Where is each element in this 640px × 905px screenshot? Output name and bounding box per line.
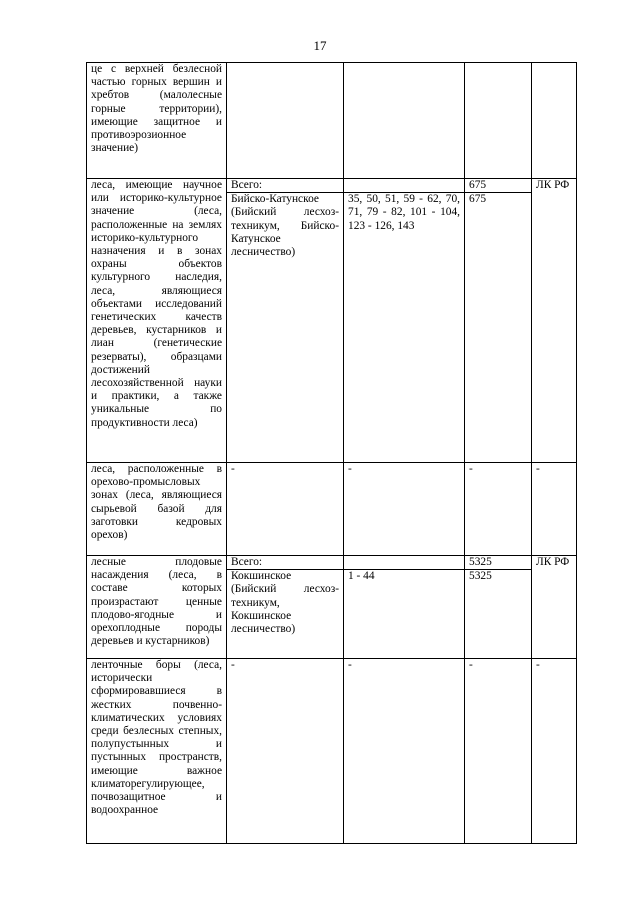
basis-cell: ЛК РФ xyxy=(532,179,577,463)
forest-category-cell: леса, расположенные в орехово-промысловых зонах (леса, являющиеся сырьевой базой для заготовки кедровых орехов) xyxy=(87,463,227,556)
forestry-area: 5325 xyxy=(465,569,531,583)
quarter-numbers: 35, 50, 51, 59 - 62, 70, 71, 79 - 82, 101 - 104, 123 - 126, 143 xyxy=(344,192,464,233)
quarters-cell xyxy=(344,63,465,179)
forestry-cell xyxy=(227,179,344,463)
area-cell xyxy=(465,556,532,659)
forest-category-cell: лесные плодовые насаждения (леса, в составе которых произрастают ценные плодово-ягодные и орехоплодные породы деревьев и кустарников) xyxy=(87,556,227,659)
table-row xyxy=(87,659,577,844)
quarters-cell: - xyxy=(344,659,465,844)
forest-category-cell: ленточные боры (леса, исторически сформировавшиеся в жестких почвенно-климатических условиях среди безлесных степных, полупустынных и пустынных пространств, имеющие важное климаторегулирующее, почвозащитное и водоохранное xyxy=(87,659,227,844)
basis-cell: - xyxy=(532,659,577,844)
total-label: Всего: xyxy=(231,179,263,191)
table-row xyxy=(87,463,577,556)
table-row xyxy=(87,63,577,179)
forestry-cell xyxy=(227,556,344,659)
page-number: 17 xyxy=(313,38,327,53)
area-cell: - xyxy=(465,463,532,556)
forestry-cell xyxy=(227,63,344,179)
forestry-area: 675 xyxy=(465,192,531,206)
basis-cell: ЛК РФ xyxy=(532,556,577,659)
area-cell xyxy=(465,63,532,179)
table-row xyxy=(87,556,577,659)
basis-cell xyxy=(532,63,577,179)
total-area: 5325 xyxy=(469,556,492,568)
forestry-cell: - xyxy=(227,463,344,556)
area-cell: - xyxy=(465,659,532,844)
total-area: 675 xyxy=(469,179,487,191)
basis-cell: - xyxy=(532,463,577,556)
forest-category-cell: леса, имеющие научное или историко-культурное значение (леса, расположенные на землях историко-культурного назначения и в зонах охраны объектов культурного наследия, леса, являющиеся объектами исследований генетических качеств деревьев, кустарников и лиан (генетические резерваты), образцами достижений лесохозяйственной науки и практики, а также уникальные по продуктивности леса) xyxy=(87,179,227,463)
forest-protection-table xyxy=(86,62,577,844)
forestry-name: Кокшинское (Бийский лесхоз-техникум, Кокшинское лесничество) xyxy=(227,569,343,636)
forest-category-cell: це с верхней безлесной частью горных вершин и хребтов (малолесные горные территории), имеющие защитное и противоэрозионное значение) xyxy=(87,63,227,179)
area-cell xyxy=(465,179,532,463)
total-label: Всего: xyxy=(231,556,263,568)
quarters-cell xyxy=(344,556,465,659)
table-row xyxy=(87,179,577,463)
quarters-cell: - xyxy=(344,463,465,556)
forestry-name: Бийско-Катунское (Бийский лесхоз-техникум, Бийско-Катунское лесничество) xyxy=(227,192,343,259)
quarter-numbers: 1 - 44 xyxy=(344,569,464,583)
forestry-cell: - xyxy=(227,659,344,844)
quarters-cell xyxy=(344,179,465,463)
